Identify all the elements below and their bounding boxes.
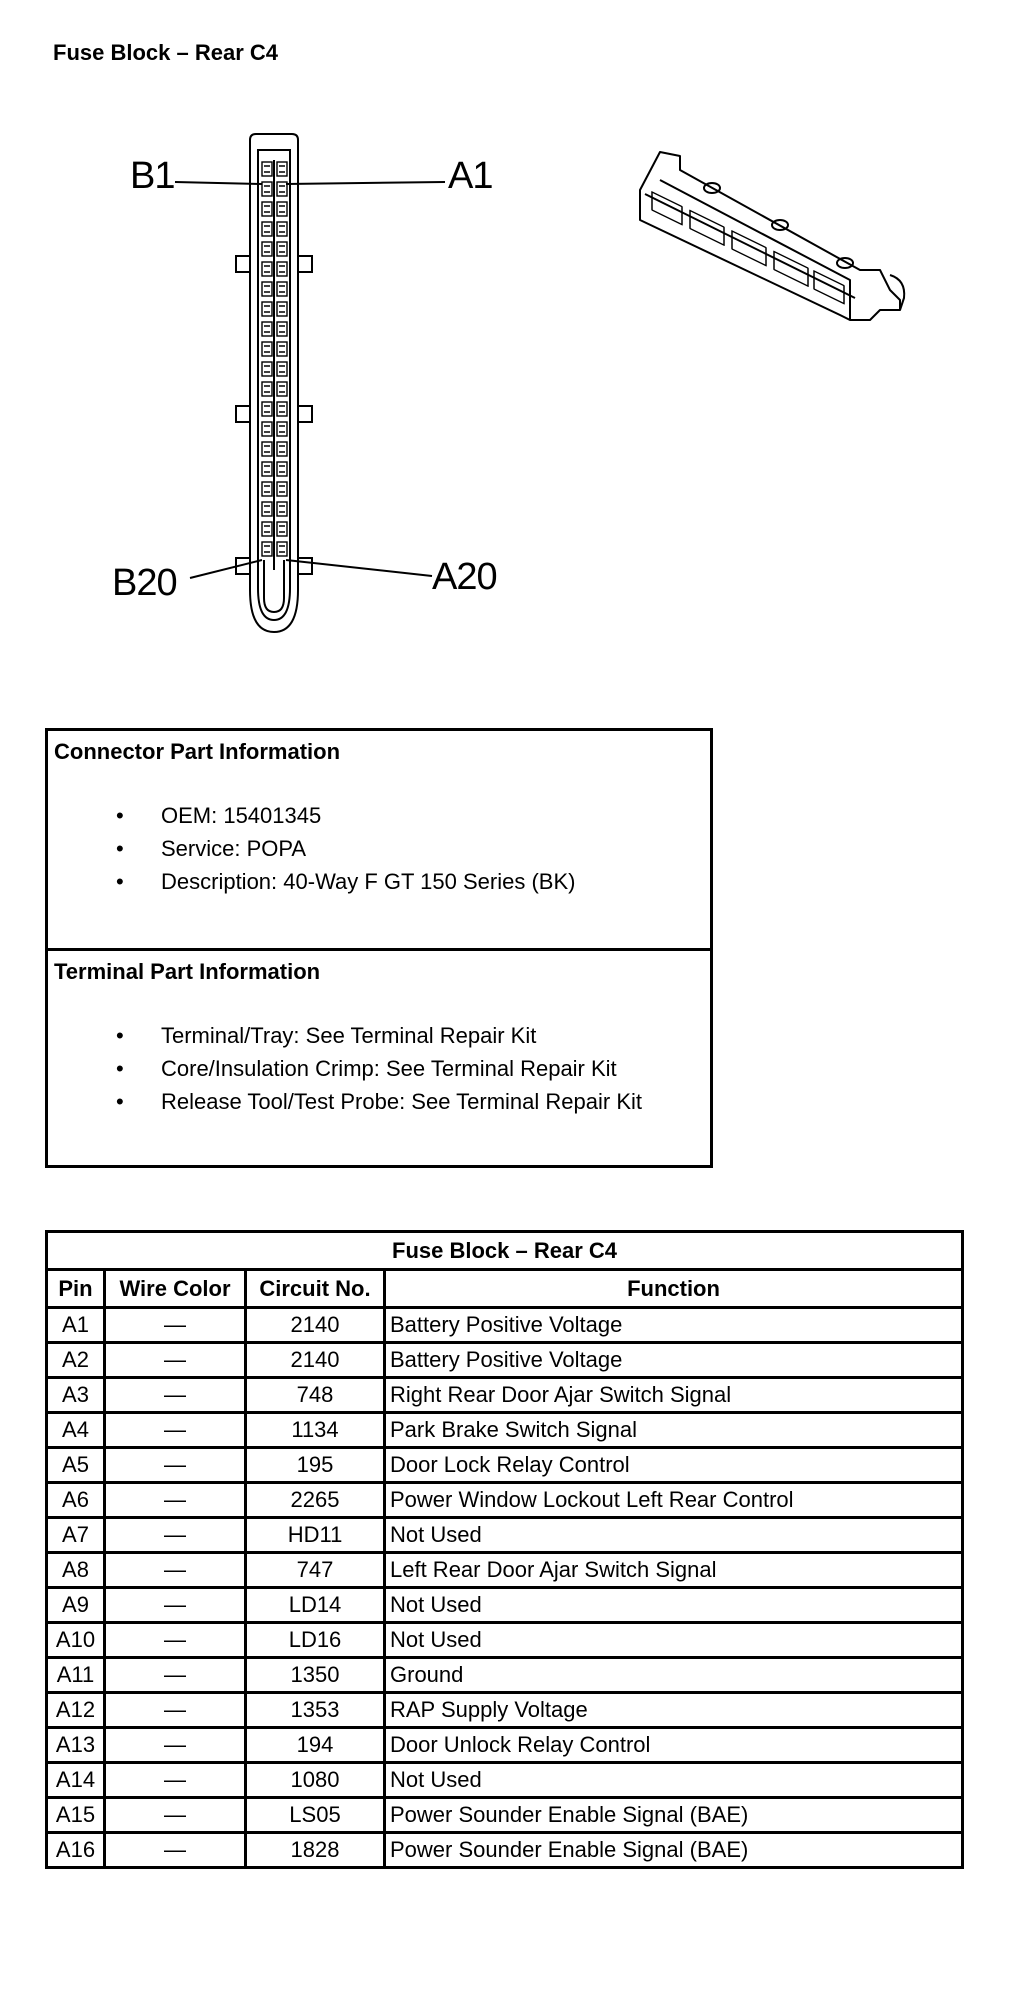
terminal-cavity — [262, 362, 272, 376]
terminal-cavity-detail — [279, 546, 285, 552]
table-row — [47, 1343, 963, 1378]
terminal-cavity-detail — [279, 486, 285, 492]
cell-function: Not Used — [385, 1518, 963, 1553]
list-item: • Core/Insulation Crimp: See Terminal Repair Kit — [54, 1052, 710, 1085]
terminal-cavity-detail — [279, 226, 285, 232]
terminal-cavity-detail — [264, 226, 270, 232]
terminal-cavity — [277, 482, 287, 496]
terminal-cavity — [277, 322, 287, 336]
cell-circuit-no: 748 — [246, 1378, 385, 1413]
cell-pin: A13 — [47, 1728, 105, 1763]
cell-function: Power Sounder Enable Signal (BAE) — [385, 1798, 963, 1833]
cell-pin: A10 — [47, 1623, 105, 1658]
cell-function: Power Window Lockout Left Rear Control — [385, 1483, 963, 1518]
cell-circuit-no: 1134 — [246, 1413, 385, 1448]
terminal-cavity — [277, 342, 287, 356]
cell-circuit-no: LD16 — [246, 1623, 385, 1658]
terminal-cavity-detail — [264, 486, 270, 492]
terminal-cavity — [262, 502, 272, 516]
pin-label-a1: A1 — [448, 155, 493, 197]
cell-wire-color: — — [105, 1413, 246, 1448]
cell-circuit-no: 2140 — [246, 1343, 385, 1378]
terminal-cavity-detail — [264, 286, 270, 292]
cell-pin: A14 — [47, 1763, 105, 1798]
terminal-cavity-detail — [279, 386, 285, 392]
list-item: • OEM: 15401345 — [54, 799, 710, 832]
cell-pin: A1 — [47, 1308, 105, 1343]
terminal-cavity-detail — [264, 406, 270, 412]
table-header-row — [47, 1270, 963, 1308]
terminal-cavity-detail — [264, 466, 270, 472]
cell-pin: A4 — [47, 1413, 105, 1448]
cell-wire-color: — — [105, 1343, 246, 1378]
terminal-cavity — [277, 422, 287, 436]
terminal-cavity-detail — [264, 446, 270, 452]
terminal-cavity — [262, 442, 272, 456]
terminal-cavity — [262, 162, 272, 176]
pin-leader-lines — [175, 182, 445, 578]
terminal-cavity — [277, 542, 287, 556]
terminal-part-info — [48, 951, 710, 1165]
terminal-cavity — [277, 462, 287, 476]
list-item: • Release Tool/Test Probe: See Terminal Repair Kit — [54, 1085, 710, 1118]
terminal-cavity — [277, 382, 287, 396]
cell-pin: A8 — [47, 1553, 105, 1588]
cell-function: Battery Positive Voltage — [385, 1308, 963, 1343]
cell-pin: A15 — [47, 1798, 105, 1833]
terminal-cavity — [262, 182, 272, 196]
terminal-cavity — [262, 282, 272, 296]
terminal-cavity — [277, 262, 287, 276]
cell-wire-color: — — [105, 1728, 246, 1763]
cell-wire-color: — — [105, 1693, 246, 1728]
cell-circuit-no: LD14 — [246, 1588, 385, 1623]
cell-wire-color: — — [105, 1483, 246, 1518]
terminal-cavity — [262, 462, 272, 476]
terminal-cavity-detail — [264, 246, 270, 252]
terminal-cavity — [262, 302, 272, 316]
terminal-cavity — [277, 302, 287, 316]
terminal-cavity-detail — [264, 326, 270, 332]
terminal-cavity — [262, 262, 272, 276]
terminal-cavity — [277, 402, 287, 416]
table-row — [47, 1798, 963, 1833]
table-caption: Fuse Block – Rear C4 — [47, 1232, 963, 1270]
cell-wire-color: — — [105, 1658, 246, 1693]
cell-pin: A11 — [47, 1658, 105, 1693]
table-row — [47, 1378, 963, 1413]
terminal-part-info-heading: Terminal Part Information — [54, 959, 321, 984]
terminal-cavity — [262, 382, 272, 396]
column-header-circuit-no: Circuit No. — [246, 1270, 385, 1308]
terminal-cavity — [262, 342, 272, 356]
terminal-cavity-detail — [279, 446, 285, 452]
cell-circuit-no: 2140 — [246, 1308, 385, 1343]
cell-function: Not Used — [385, 1623, 963, 1658]
table-row — [47, 1413, 963, 1448]
connector-face-icon — [236, 134, 312, 632]
connector-part-info — [48, 731, 710, 951]
terminal-cavity-detail — [264, 546, 270, 552]
cell-circuit-no: 1080 — [246, 1763, 385, 1798]
terminal-cavity — [262, 202, 272, 216]
cell-function: Battery Positive Voltage — [385, 1343, 963, 1378]
terminal-cavity — [277, 242, 287, 256]
table-row — [47, 1693, 963, 1728]
cell-circuit-no: 195 — [246, 1448, 385, 1483]
terminal-cavity-detail — [279, 366, 285, 372]
terminal-cavity-detail — [279, 286, 285, 292]
pin-label-b20: B20 — [112, 562, 177, 604]
table-row — [47, 1308, 963, 1343]
cell-wire-color: — — [105, 1448, 246, 1483]
cell-wire-color: — — [105, 1588, 246, 1623]
terminal-cavity — [277, 442, 287, 456]
terminal-cavity-detail — [264, 386, 270, 392]
table-row — [47, 1518, 963, 1553]
table-row — [47, 1623, 963, 1658]
terminal-part-info-list — [54, 1019, 710, 1118]
cell-function: Not Used — [385, 1588, 963, 1623]
cell-pin: A6 — [47, 1483, 105, 1518]
cell-circuit-no: 1828 — [246, 1833, 385, 1868]
terminal-cavity-detail — [279, 426, 285, 432]
cell-wire-color: — — [105, 1553, 246, 1588]
page-title: Fuse Block – Rear C4 — [53, 40, 278, 65]
table-row — [47, 1728, 963, 1763]
terminal-cavity-detail — [264, 346, 270, 352]
terminal-cavity-detail — [279, 506, 285, 512]
cell-function: Right Rear Door Ajar Switch Signal — [385, 1378, 963, 1413]
cell-wire-color: — — [105, 1378, 246, 1413]
terminal-cavity-detail — [279, 166, 285, 172]
cell-function: Not Used — [385, 1763, 963, 1798]
list-item: • Description: 40-Way F GT 150 Series (BK) — [54, 865, 710, 898]
cell-circuit-no: 2265 — [246, 1483, 385, 1518]
cell-wire-color: — — [105, 1518, 246, 1553]
cell-wire-color: — — [105, 1308, 246, 1343]
cell-circuit-no: LS05 — [246, 1798, 385, 1833]
terminal-cavity-detail — [279, 206, 285, 212]
terminal-cavity — [277, 282, 287, 296]
part-information-box — [45, 728, 713, 1168]
list-item: • Service: POPA — [54, 832, 710, 865]
cell-pin: A5 — [47, 1448, 105, 1483]
terminal-cavity-detail — [279, 246, 285, 252]
table-body — [47, 1308, 963, 1868]
column-header-wire-color: Wire Color — [105, 1270, 246, 1308]
cell-wire-color: — — [105, 1763, 246, 1798]
terminal-cavity-detail — [264, 266, 270, 272]
cell-function: Park Brake Switch Signal — [385, 1413, 963, 1448]
table-row — [47, 1763, 963, 1798]
cell-function: Door Unlock Relay Control — [385, 1728, 963, 1763]
connector-housing-icon — [640, 152, 904, 320]
terminal-cavity-detail — [279, 346, 285, 352]
connector-part-info-heading: Connector Part Information — [54, 739, 341, 764]
terminal-cavity — [262, 222, 272, 236]
cell-wire-color: — — [105, 1833, 246, 1868]
terminal-cavity — [262, 522, 272, 536]
terminal-cavity-detail — [279, 186, 285, 192]
pinout-table — [45, 1230, 964, 1869]
cell-circuit-no: 194 — [246, 1728, 385, 1763]
cell-circuit-no: 1353 — [246, 1693, 385, 1728]
cell-wire-color: — — [105, 1798, 246, 1833]
list-item: • Terminal/Tray: See Terminal Repair Kit — [54, 1019, 710, 1052]
terminal-cavity-detail — [279, 526, 285, 532]
cell-pin: A7 — [47, 1518, 105, 1553]
terminal-cavity-detail — [264, 186, 270, 192]
terminal-cavity — [277, 162, 287, 176]
cell-circuit-no: 1350 — [246, 1658, 385, 1693]
terminal-cavity — [277, 222, 287, 236]
table-row — [47, 1658, 963, 1693]
terminal-cavity-detail — [264, 366, 270, 372]
table-row — [47, 1588, 963, 1623]
column-header-function: Function — [385, 1270, 963, 1308]
terminal-cavity — [277, 522, 287, 536]
cell-function: RAP Supply Voltage — [385, 1693, 963, 1728]
cell-pin: A16 — [47, 1833, 105, 1868]
cell-function: Door Lock Relay Control — [385, 1448, 963, 1483]
terminal-cavity — [262, 482, 272, 496]
terminal-cavity — [262, 322, 272, 336]
cell-pin: A12 — [47, 1693, 105, 1728]
terminal-cavity-detail — [279, 406, 285, 412]
column-header-pin: Pin — [47, 1270, 105, 1308]
terminal-cavity — [277, 362, 287, 376]
table-row — [47, 1833, 963, 1868]
cell-pin: A2 — [47, 1343, 105, 1378]
cell-function: Left Rear Door Ajar Switch Signal — [385, 1553, 963, 1588]
table-row — [47, 1553, 963, 1588]
cell-pin: A3 — [47, 1378, 105, 1413]
pin-label-b1: B1 — [130, 155, 175, 197]
terminal-cavity-detail — [264, 206, 270, 212]
cell-circuit-no: 747 — [246, 1553, 385, 1588]
terminal-cavity — [262, 402, 272, 416]
table-row — [47, 1483, 963, 1518]
cell-function: Ground — [385, 1658, 963, 1693]
table-row — [47, 1448, 963, 1483]
connector-part-info-list — [54, 799, 710, 898]
cell-function: Power Sounder Enable Signal (BAE) — [385, 1833, 963, 1868]
terminal-cavity-detail — [279, 306, 285, 312]
terminal-cavity-detail — [264, 306, 270, 312]
terminal-cavity-detail — [264, 166, 270, 172]
terminal-cavity-detail — [264, 426, 270, 432]
terminal-cavity-detail — [264, 506, 270, 512]
terminal-cavity-detail — [264, 526, 270, 532]
terminal-cavity — [262, 242, 272, 256]
terminal-cavity — [262, 542, 272, 556]
pin-label-a20: A20 — [432, 556, 497, 598]
cell-wire-color: — — [105, 1623, 246, 1658]
terminal-cavity-detail — [279, 326, 285, 332]
terminal-cavity — [277, 502, 287, 516]
terminal-cavity — [277, 182, 287, 196]
cell-circuit-no: HD11 — [246, 1518, 385, 1553]
terminal-cavity — [262, 422, 272, 436]
terminal-cavity — [277, 202, 287, 216]
cell-pin: A9 — [47, 1588, 105, 1623]
terminal-cavity-detail — [279, 266, 285, 272]
terminal-cavity-detail — [279, 466, 285, 472]
